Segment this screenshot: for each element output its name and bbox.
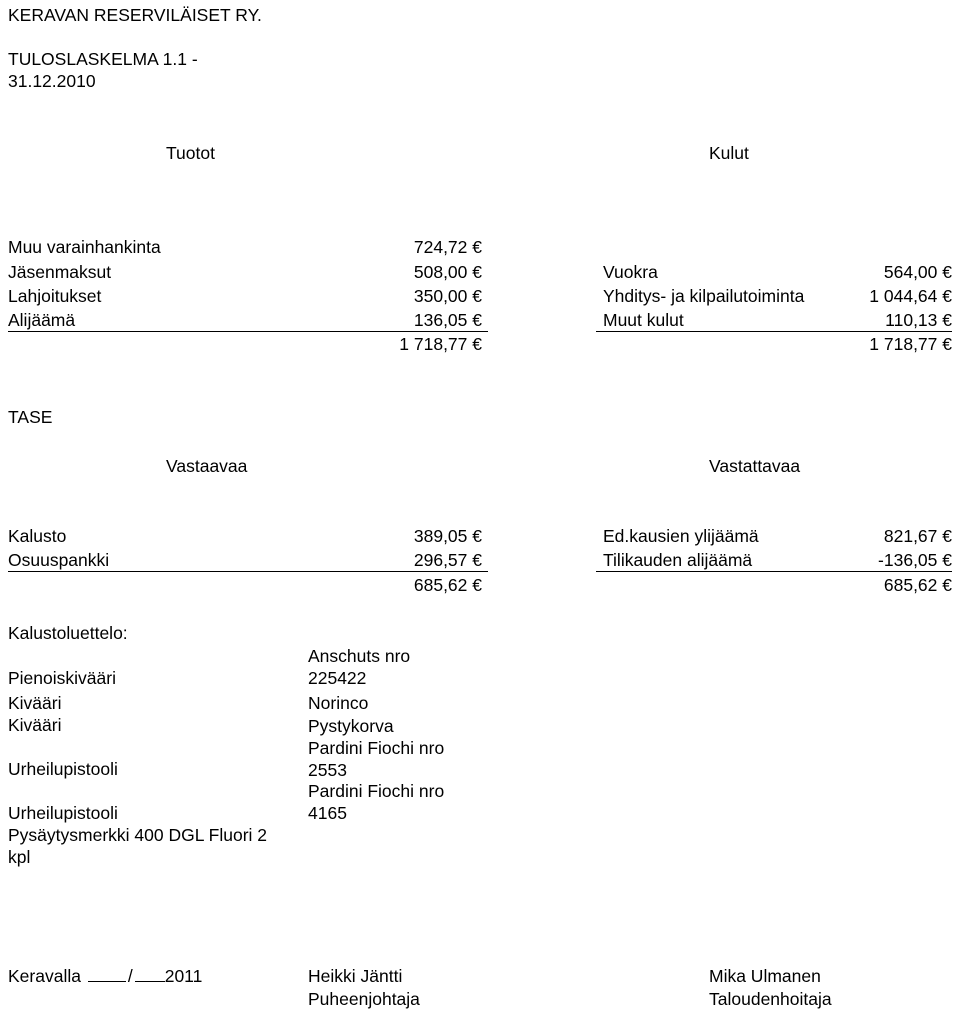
inventory-item-name: Urheilupistooli (8, 803, 118, 823)
signature-year: 2011 (164, 966, 203, 986)
inventory-item-detail: 4165 (308, 803, 347, 823)
inventory-item-detail: Anschuts nro (308, 646, 411, 666)
asset-row-amount: 296,57 € (413, 550, 482, 570)
report-title-line2: 31.12.2010 (8, 71, 96, 91)
liability-row-label: Tilikauden alijäämä (603, 550, 753, 570)
expense-total: 1 718,77 € (869, 334, 952, 354)
income-row-amount: 136,05 € (413, 310, 482, 330)
month-blank (135, 966, 165, 982)
organization-name: KERAVAN RESERVILÄISET RY. (8, 5, 262, 25)
inventory-item-name: Urheilupistooli (8, 759, 118, 779)
income-row-label: Muu varainhankinta (8, 237, 161, 257)
asset-row-amount: 389,05 € (413, 526, 482, 546)
expense-row-label: Vuokra (603, 262, 658, 282)
inventory-item-detail: Pardini Fiochi nro (308, 781, 445, 801)
income-row-amount: 508,00 € (413, 262, 482, 282)
expense-row-label: Yhditys- ja kilpailutoiminta (603, 286, 805, 306)
expense-row-amount: 110,13 € (885, 310, 952, 330)
income-total-rule (8, 331, 488, 332)
liability-row-amount: -136,05 € (878, 550, 952, 570)
income-row-label: Jäsenmaksut (8, 262, 112, 282)
day-blank (88, 966, 126, 982)
income-row-amount: 350,00 € (413, 286, 482, 306)
inventory-item-name: kpl (8, 847, 31, 867)
expense-total-rule (596, 331, 952, 332)
signature-place: Keravalla (8, 966, 81, 986)
income-row-label: Lahjoitukset (8, 286, 102, 306)
asset-row-label: Kalusto (8, 526, 67, 546)
asset-row-label: Osuuspankki (8, 550, 110, 570)
inventory-item-detail: 225422 (308, 668, 367, 688)
expense-heading: Kulut (709, 143, 749, 163)
asset-total-rule (8, 571, 488, 572)
income-heading: Tuotot (166, 143, 215, 163)
liability-total-rule (596, 571, 952, 572)
income-row-amount: 724,72 € (413, 237, 482, 257)
signer2-role: Taloudenhoitaja (709, 989, 832, 1009)
inventory-item-name: Kivääri (8, 693, 62, 713)
inventory-heading: Kalustoluettelo: (8, 623, 128, 643)
liabilities-heading: Vastattavaa (709, 456, 801, 476)
signer1-role: Puheenjohtaja (308, 989, 420, 1009)
inventory-item-name: Pysäytysmerkki 400 DGL Fluori 2 (8, 825, 268, 845)
assets-heading: Vastaavaa (166, 456, 248, 476)
liability-row-amount: 821,67 € (883, 526, 952, 546)
inventory-item-name: Kivääri (8, 715, 62, 735)
inventory-item-detail: Norinco (308, 693, 369, 713)
expense-row-label: Muut kulut (603, 310, 684, 330)
liability-total: 685,62 € (883, 575, 952, 595)
signer1-name: Heikki Jäntti (308, 966, 403, 986)
inventory-item-detail: Pystykorva (308, 716, 394, 736)
report-title-line1: TULOSLASKELMA 1.1 - (8, 49, 198, 69)
expense-row-amount: 1 044,64 € (869, 286, 952, 306)
inventory-item-name: Pienoiskivääri (8, 668, 116, 688)
asset-total: 685,62 € (413, 575, 482, 595)
expense-row-amount: 564,00 € (883, 262, 952, 282)
signer2-name: Mika Ulmanen (709, 966, 821, 986)
income-row-label: Alijäämä (8, 310, 76, 330)
signature-place-date (8, 965, 202, 987)
liability-row-label: Ed.kausien ylijäämä (603, 526, 759, 546)
income-total: 1 718,77 € (399, 334, 482, 354)
inventory-item-detail: Pardini Fiochi nro (308, 738, 445, 758)
inventory-item-detail: 2553 (308, 760, 347, 780)
date-separator: / (127, 966, 133, 986)
balance-sheet-heading: TASE (8, 407, 53, 427)
